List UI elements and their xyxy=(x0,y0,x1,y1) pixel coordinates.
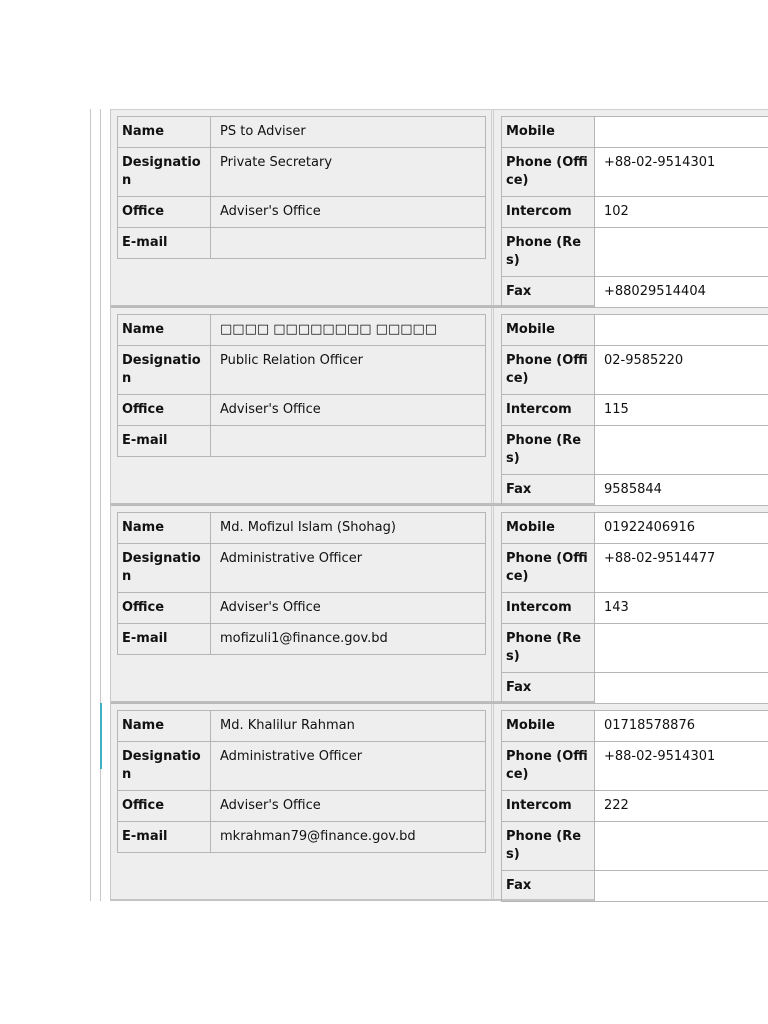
office-value: Adviser's Office xyxy=(211,197,486,228)
email-row xyxy=(118,822,486,853)
record-panel xyxy=(111,703,768,901)
phone-res-value xyxy=(595,822,768,871)
panel-divider xyxy=(493,506,494,701)
phone-office-row xyxy=(502,346,768,395)
column-rule xyxy=(90,505,91,703)
column-rule xyxy=(90,109,91,307)
intercom-label: Intercom xyxy=(502,593,595,624)
identity-table xyxy=(117,512,486,655)
designation-value: Administrative Officer xyxy=(211,544,486,593)
designation-label: Designation xyxy=(118,346,211,395)
office-label: Office xyxy=(118,395,211,426)
email-value[interactable] xyxy=(211,426,486,457)
contact-table xyxy=(501,116,768,308)
contact-record xyxy=(90,109,768,307)
email-label: E-mail xyxy=(118,822,211,853)
identity-table xyxy=(117,710,486,853)
fax-label: Fax xyxy=(502,277,595,308)
intercom-row xyxy=(502,593,768,624)
phone-office-label: Phone (Office) xyxy=(502,544,595,593)
contact-table xyxy=(501,512,768,704)
scroll-indicator xyxy=(100,703,102,769)
email-label: E-mail xyxy=(118,228,211,259)
contact-table xyxy=(501,710,768,902)
office-label: Office xyxy=(118,791,211,822)
record-panel xyxy=(111,109,768,307)
phone-res-label: Phone (Res) xyxy=(502,822,595,871)
intercom-row xyxy=(502,395,768,426)
column-rule xyxy=(90,307,91,505)
mobile-label: Mobile xyxy=(502,117,595,148)
mobile-label: Mobile xyxy=(502,315,595,346)
fax-label: Fax xyxy=(502,871,595,902)
phone-office-label: Phone (Office) xyxy=(502,742,595,791)
office-row xyxy=(118,197,486,228)
phone-office-row xyxy=(502,544,768,593)
office-label: Office xyxy=(118,593,211,624)
designation-label: Designation xyxy=(118,742,211,791)
panel-divider xyxy=(493,704,494,899)
contact-record xyxy=(90,703,768,901)
fax-value: 9585844 xyxy=(595,475,768,506)
phone-office-value: +88-02-9514301 xyxy=(595,148,768,197)
email-row xyxy=(118,228,486,259)
phone-res-value xyxy=(595,426,768,475)
identity-table xyxy=(117,116,486,259)
mobile-row xyxy=(502,711,768,742)
panel-divider xyxy=(491,308,492,503)
contact-table xyxy=(501,314,768,506)
phone-office-value: 02-9585220 xyxy=(595,346,768,395)
intercom-value: 102 xyxy=(595,197,768,228)
contact-record xyxy=(90,505,768,703)
designation-label: Designation xyxy=(118,148,211,197)
office-label: Office xyxy=(118,197,211,228)
mobile-value xyxy=(595,117,768,148)
fax-value: +88029514404 xyxy=(595,277,768,308)
record-panel xyxy=(111,307,768,505)
name-row xyxy=(118,117,486,148)
panel-divider xyxy=(491,110,492,305)
fax-label: Fax xyxy=(502,673,595,704)
designation-row xyxy=(118,742,486,791)
fax-value xyxy=(595,871,768,902)
mobile-label: Mobile xyxy=(502,711,595,742)
phone-res-row xyxy=(502,822,768,871)
mobile-label: Mobile xyxy=(502,513,595,544)
phone-res-row xyxy=(502,426,768,475)
mobile-value: 01718578876 xyxy=(595,711,768,742)
name-row xyxy=(118,711,486,742)
phone-office-row xyxy=(502,148,768,197)
column-rule xyxy=(90,703,91,901)
email-row xyxy=(118,624,486,655)
phone-res-row xyxy=(502,624,768,673)
name-value: □□□□ □□□□□□□□ □□□□□ xyxy=(211,315,486,346)
contact-directory xyxy=(90,109,768,901)
phone-res-label: Phone (Res) xyxy=(502,426,595,475)
email-value[interactable] xyxy=(211,228,486,259)
phone-res-label: Phone (Res) xyxy=(502,228,595,277)
intercom-label: Intercom xyxy=(502,197,595,228)
mobile-row xyxy=(502,513,768,544)
intercom-row xyxy=(502,197,768,228)
intercom-value: 115 xyxy=(595,395,768,426)
fax-row xyxy=(502,673,768,704)
designation-row xyxy=(118,544,486,593)
designation-row xyxy=(118,148,486,197)
panel-divider xyxy=(491,506,492,701)
fax-label: Fax xyxy=(502,475,595,506)
name-label: Name xyxy=(118,117,211,148)
intercom-label: Intercom xyxy=(502,791,595,822)
name-label: Name xyxy=(118,315,211,346)
email-value[interactable]: mofizuli1@finance.gov.bd xyxy=(211,624,486,655)
name-label: Name xyxy=(118,711,211,742)
office-value: Adviser's Office xyxy=(211,593,486,624)
column-rule xyxy=(100,505,101,703)
column-rule xyxy=(100,109,101,307)
intercom-label: Intercom xyxy=(502,395,595,426)
intercom-row xyxy=(502,791,768,822)
email-value[interactable]: mkrahman79@finance.gov.bd xyxy=(211,822,486,853)
phone-office-row xyxy=(502,742,768,791)
email-row xyxy=(118,426,486,457)
mobile-row xyxy=(502,315,768,346)
phone-res-value xyxy=(595,228,768,277)
designation-value: Administrative Officer xyxy=(211,742,486,791)
name-label: Name xyxy=(118,513,211,544)
phone-office-label: Phone (Office) xyxy=(502,148,595,197)
name-row xyxy=(118,513,486,544)
designation-value: Private Secretary xyxy=(211,148,486,197)
intercom-value: 222 xyxy=(595,791,768,822)
name-value: Md. Mofizul Islam (Shohag) xyxy=(211,513,486,544)
phone-office-label: Phone (Office) xyxy=(502,346,595,395)
fax-row xyxy=(502,475,768,506)
panel-divider xyxy=(493,110,494,305)
name-value: Md. Khalilur Rahman xyxy=(211,711,486,742)
email-label: E-mail xyxy=(118,624,211,655)
intercom-value: 143 xyxy=(595,593,768,624)
email-label: E-mail xyxy=(118,426,211,457)
office-row xyxy=(118,593,486,624)
office-row xyxy=(118,791,486,822)
name-value: PS to Adviser xyxy=(211,117,486,148)
contact-record xyxy=(90,307,768,505)
record-panel xyxy=(111,505,768,703)
name-row xyxy=(118,315,486,346)
designation-label: Designation xyxy=(118,544,211,593)
fax-value xyxy=(595,673,768,704)
mobile-row xyxy=(502,117,768,148)
phone-office-value: +88-02-9514301 xyxy=(595,742,768,791)
phone-res-value xyxy=(595,624,768,673)
office-value: Adviser's Office xyxy=(211,395,486,426)
panel-divider xyxy=(493,308,494,503)
fax-row xyxy=(502,871,768,902)
phone-res-row xyxy=(502,228,768,277)
phone-office-value: +88-02-9514477 xyxy=(595,544,768,593)
phone-res-label: Phone (Res) xyxy=(502,624,595,673)
office-value: Adviser's Office xyxy=(211,791,486,822)
office-row xyxy=(118,395,486,426)
designation-row xyxy=(118,346,486,395)
fax-row xyxy=(502,277,768,308)
mobile-value: 01922406916 xyxy=(595,513,768,544)
designation-value: Public Relation Officer xyxy=(211,346,486,395)
mobile-value xyxy=(595,315,768,346)
identity-table xyxy=(117,314,486,457)
column-rule xyxy=(100,307,101,505)
panel-divider xyxy=(491,704,492,899)
